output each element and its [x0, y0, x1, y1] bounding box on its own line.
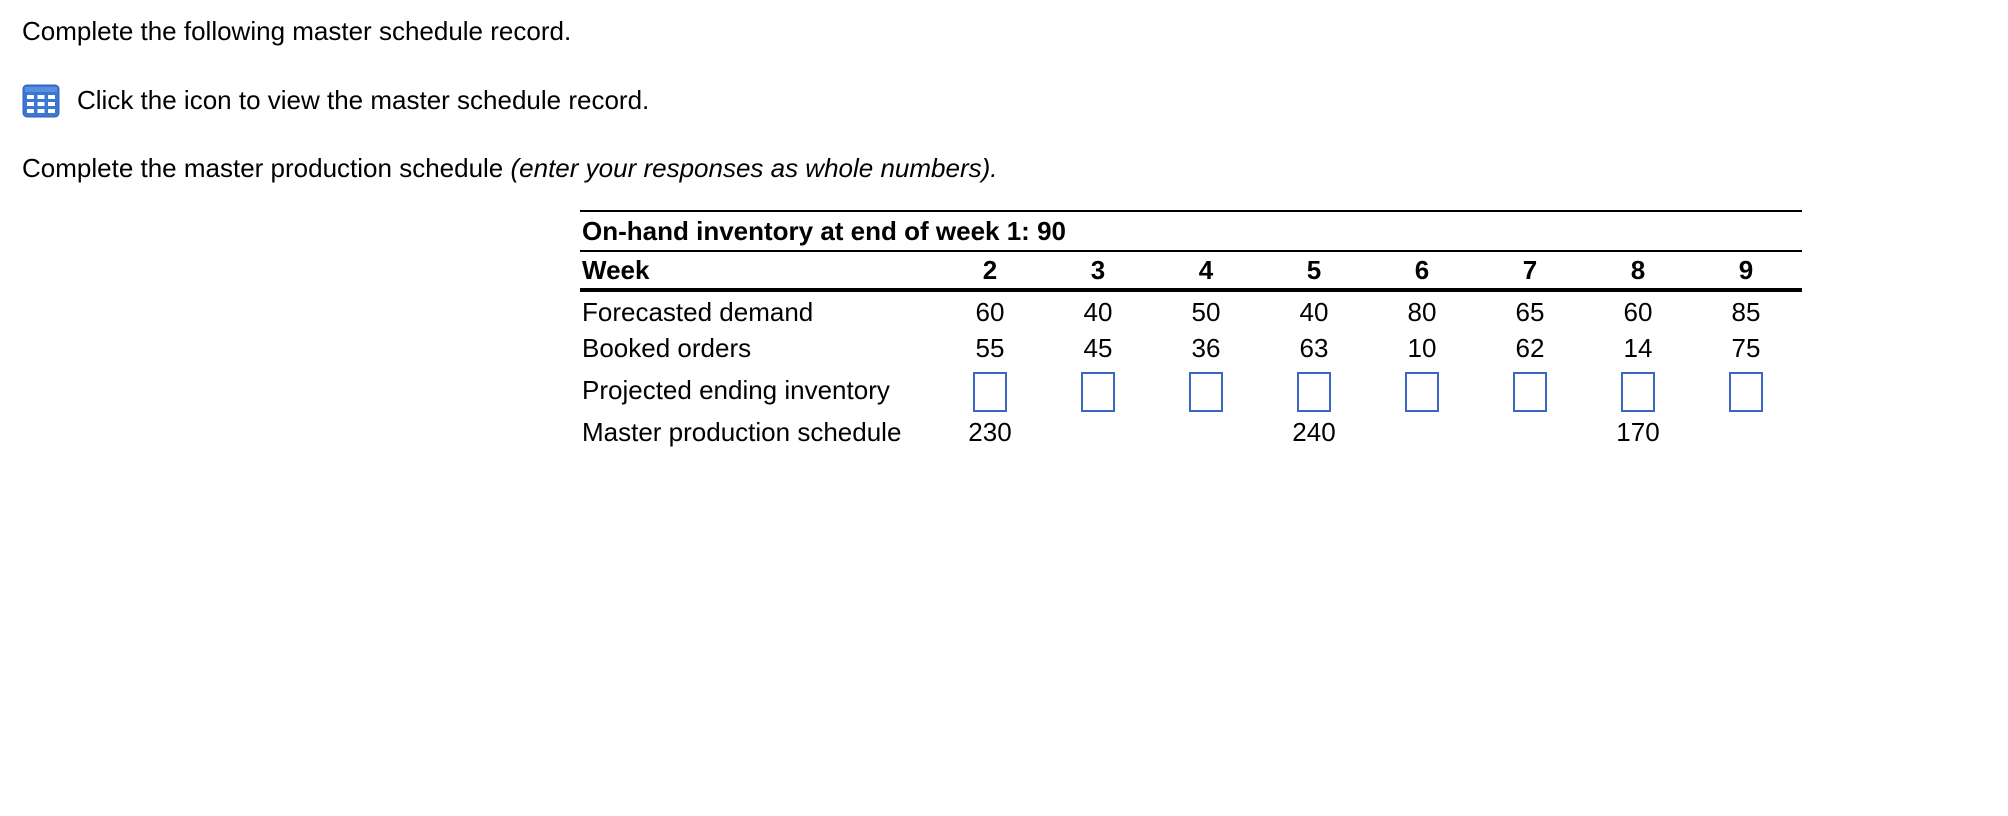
forecasted-demand-value: 80 [1407, 297, 1437, 327]
week-number: 7 [1522, 255, 1538, 285]
instruction-hint: (enter your responses as whole numbers). [510, 153, 998, 183]
booked-orders-label: Booked orders [582, 333, 752, 363]
forecasted-demand-value: 40 [1299, 297, 1329, 327]
week-number: 6 [1414, 255, 1430, 285]
booked-orders-value: 10 [1407, 333, 1437, 363]
master-production-schedule-value: 230 [968, 417, 1012, 447]
forecasted-demand-value: 50 [1191, 297, 1221, 327]
view-record-row [22, 82, 649, 118]
week-number: 2 [982, 255, 998, 285]
instruction-text [22, 153, 998, 184]
booked-orders-value: 62 [1515, 333, 1545, 363]
projected-ending-inventory-input[interactable] [1405, 372, 1439, 412]
forecasted-demand-value: 40 [1083, 297, 1113, 327]
forecasted-demand-value: 65 [1515, 297, 1545, 327]
week-label: Week [582, 255, 650, 285]
week-row [580, 252, 1802, 288]
week-number: 5 [1306, 255, 1322, 285]
inventory-header-row [580, 212, 1802, 250]
intro-text: Complete the following master schedule record. [22, 16, 572, 46]
forecasted-demand-value: 60 [1623, 297, 1653, 327]
forecasted-demand-value: 85 [1731, 297, 1761, 327]
instruction-main: Complete the master production schedule [22, 153, 511, 183]
forecasted-demand-value: 60 [975, 297, 1005, 327]
projected-ending-inventory-input[interactable] [973, 372, 1007, 412]
master-production-schedule-label: Master production schedule [582, 417, 902, 447]
booked-orders-value: 63 [1299, 333, 1329, 363]
projected-ending-inventory-input[interactable] [1513, 372, 1547, 412]
booked-orders-value: 36 [1191, 333, 1221, 363]
projected-ending-inventory-input[interactable] [1729, 372, 1763, 412]
booked-orders-value: 55 [975, 333, 1005, 363]
week-number: 3 [1090, 255, 1106, 285]
booked-orders-row [580, 330, 1802, 366]
view-record-text: Click the icon to view the master schedule record. [77, 84, 650, 115]
forecasted-demand-label: Forecasted demand [582, 297, 814, 327]
week-number: 8 [1630, 255, 1646, 285]
master-production-schedule-row [580, 414, 1802, 452]
projected-ending-inventory-input[interactable] [1081, 372, 1115, 412]
booked-orders-value: 45 [1083, 333, 1113, 363]
week-number: 4 [1198, 255, 1214, 285]
master-production-schedule-value: 170 [1616, 417, 1660, 447]
inventory-header: On-hand inventory at end of week 1: 90 [582, 216, 1066, 246]
projected-ending-inventory-input[interactable] [1621, 372, 1655, 412]
projected-ending-inventory-label: Projected ending inventory [582, 375, 890, 405]
table-icon[interactable] [22, 84, 60, 118]
projected-ending-inventory-input[interactable] [1189, 372, 1223, 412]
projected-ending-inventory-input[interactable] [1297, 372, 1331, 412]
booked-orders-value: 75 [1731, 333, 1761, 363]
projected-ending-inventory-row [580, 366, 1802, 414]
master-schedule-table [580, 210, 1802, 452]
forecasted-demand-row [580, 292, 1802, 330]
week-number: 9 [1738, 255, 1754, 285]
master-production-schedule-value: 240 [1292, 417, 1336, 447]
booked-orders-value: 14 [1623, 333, 1653, 363]
